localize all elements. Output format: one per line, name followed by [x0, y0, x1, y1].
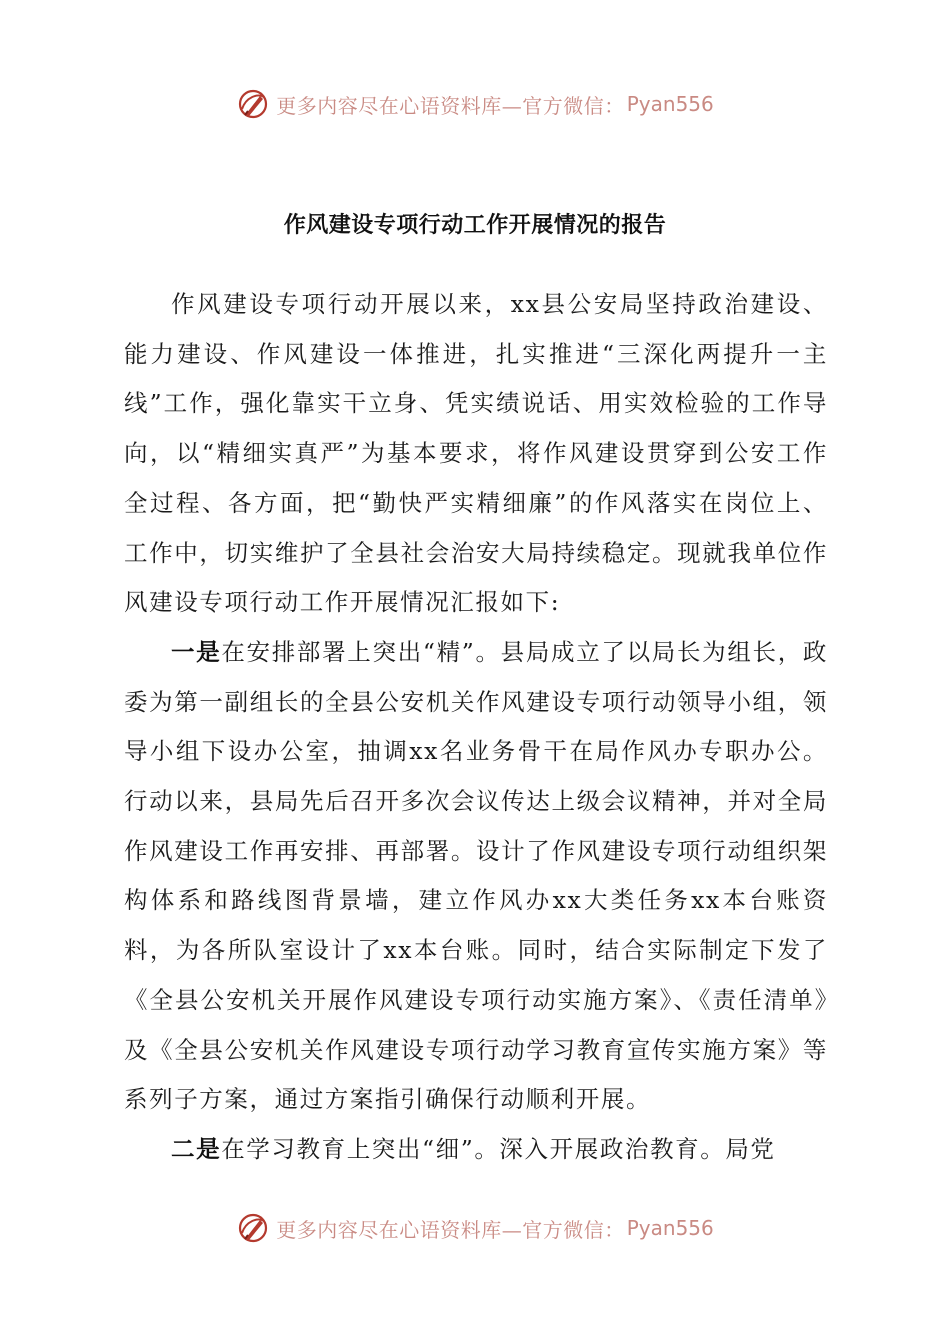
watermark-wechat-id: Pyan556: [626, 92, 714, 116]
section-paragraph: [124, 628, 828, 1125]
document-body: [124, 280, 828, 1175]
section-lead: 二是: [171, 1134, 222, 1163]
watermark-text: 更多内容尽在心语资料库—官方微信：: [276, 1217, 625, 1242]
pen-swirl-icon: [236, 1211, 270, 1245]
document-title: 作风建设专项行动工作开展情况的报告: [283, 213, 667, 238]
header-watermark: [0, 84, 950, 124]
section-text: 在安排部署上突出“精”。县局成立了以局长为组长，政委为第一副组长的全县公安机关作风建设专项行动领导小组，领导小组下设办公室，抽调xx名业务骨干在局作风办专职办公。行动以来，县局先后召开多次会议传达上级会议精神，并对全局作风建设工作再安排、再部署。设计了作风建设专项行动组织架构体系和路线图背景墙，建立作风办xx大类任务xx本台账资料，为各所队室设计了xx本台账。同时，结合实际制定下发了《全县公安机关开展作风建设专项行动实施方案》、《责任清单》及《全县公安机关作风建设专项行动学习教育宣传实施方案》等系列子方案，通过方案指引确保行动顺利开展。: [124, 637, 828, 1114]
section-lead: 一是: [171, 637, 222, 666]
section-text: 在学习教育上突出“细”。深入开展政治教育。局党: [221, 1134, 776, 1163]
intro-paragraph: 作风建设专项行动开展以来，xx县公安局坚持政治建设、能力建设、作风建设一体推进，扎实推进“三深化两提升一主线”工作，强化靠实干立身、凭实绩说话、用实效检验的工作导向，以“精细实真严”为基本要求，将作风建设贯穿到公安工作全过程、各方面，把“勤快严实精细廉”的作风落实在岗位上、工作中，切实维护了全县社会治安大局持续稳定。现就我单位作风建设专项行动工作开展情况汇报如下:: [124, 290, 828, 617]
watermark-text: 更多内容尽在心语资料库—官方微信：: [276, 93, 625, 118]
watermark-wechat-id: Pyan556: [626, 1216, 714, 1240]
pen-swirl-icon: [236, 87, 270, 121]
footer-watermark: [0, 1208, 950, 1248]
section-paragraph: [124, 1125, 828, 1175]
